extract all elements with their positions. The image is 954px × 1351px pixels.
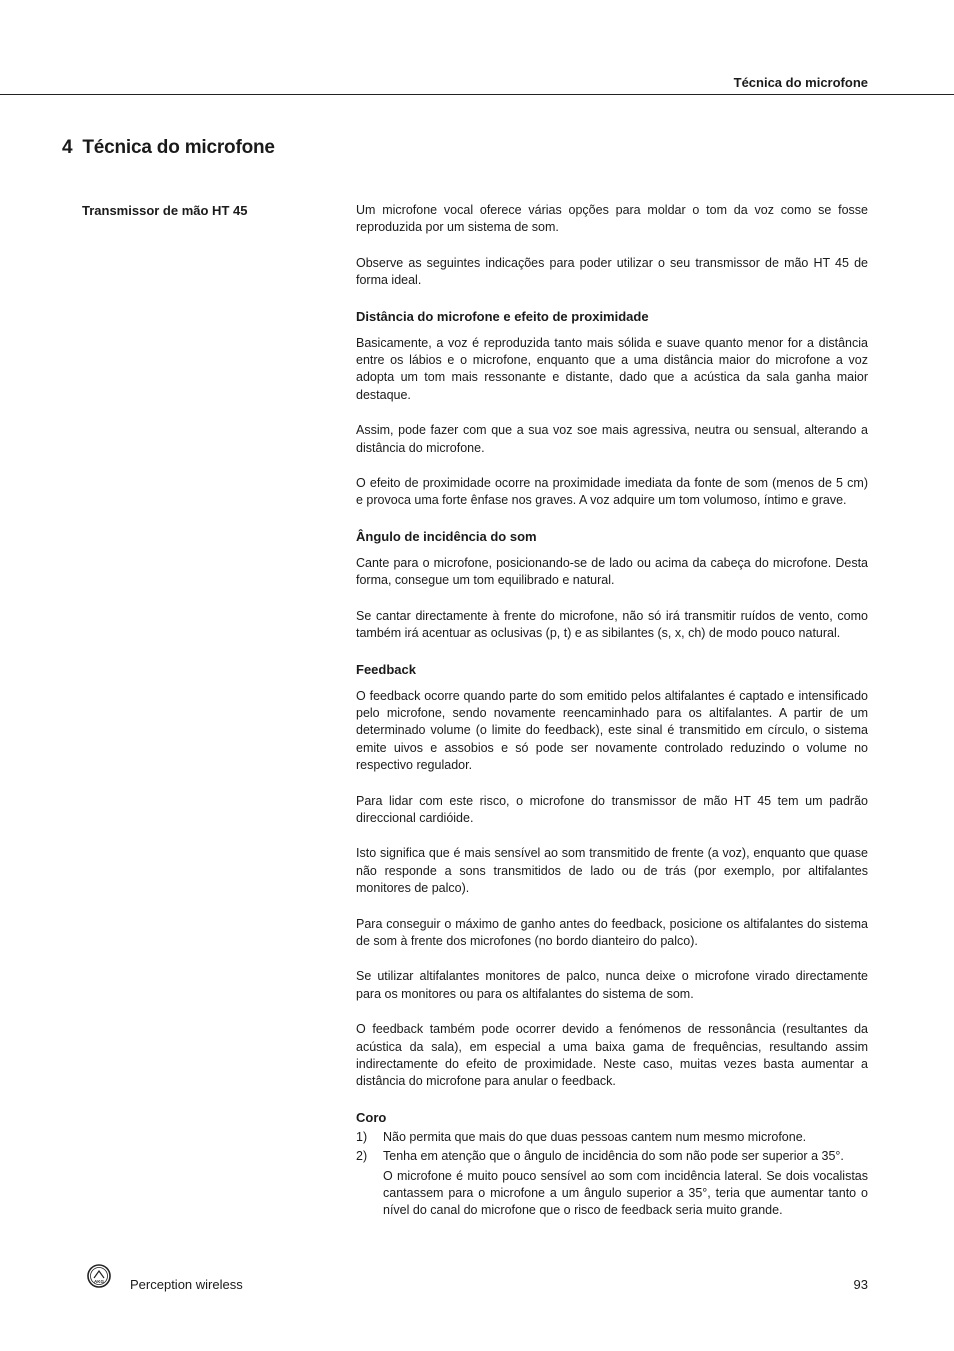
section-heading-feedback: Feedback: [356, 661, 416, 677]
paragraph: Se cantar directamente à frente do microfone, não só irá transmitir ruídos de vento, como também irá acentuar as oclusivas (p, t) e as sibilantes (s, x, ch) de modo pouco natural.: [356, 608, 868, 641]
paragraph: Cante para o microfone, posicionando-se de lado ou acima da cabeça do microfone. Desta forma, consegue um tom equilibrado e natural.: [356, 555, 868, 588]
main-content: [356, 202, 868, 1222]
paragraph: O efeito de proximidade ocorre na proximidade imediata da fonte de som (menos de 5 cm) e provoca uma forte ênfase nos graves. A voz adquire um tom volumoso, íntimo e grave.: [356, 476, 868, 508]
list-item: [356, 1129, 868, 1146]
akg-logo-text: AKG: [94, 1279, 104, 1284]
list-item-number: 1): [356, 1129, 368, 1144]
chapter-heading: [62, 137, 275, 159]
list-item-number: 2): [356, 1149, 368, 1164]
list-item-text: Não permita que mais do que duas pessoas cantem num mesmo microfone.: [383, 1129, 807, 1144]
section-heading-distance: Distância do microfone e efeito de proximidade: [356, 308, 649, 324]
list-item-text: Tenha em atenção que o ângulo de incidência do som não pode ser superior a 35°.: [383, 1149, 844, 1164]
choir-list: [356, 1129, 868, 1220]
list-item: [356, 1148, 868, 1220]
intro-paragraph: Um microfone vocal oferece várias opções para moldar o tom da voz como se fosse reproduzida por um sistema de som.: [356, 203, 868, 235]
footer-product-name: Perception wireless: [130, 1277, 243, 1292]
paragraph: Para conseguir o máximo de ganho antes do feedback, posicione os altifalantes do sistema de som à frente dos microfones (no bordo dianteiro do palco).: [356, 916, 868, 948]
akg-logo-icon: [87, 1264, 111, 1288]
chapter-title: Técnica do microfone: [82, 137, 275, 158]
header-divider: [0, 94, 954, 95]
list-item-continuation: O microfone é muito pouco sensível ao som com incidência lateral. Se dois vocalistas cantassem para o microfone a um ângulo superior a 35°, teria que aumentar tanto o nível do canal do microfone que o risco de feedback seria muito grande.: [383, 1168, 868, 1218]
intro-paragraph: Observe as seguintes indicações para poder utilizar o seu transmissor de mão HT 45 de forma ideal.: [356, 255, 868, 288]
section-heading-angle: Ângulo de incidência do som: [356, 528, 537, 544]
paragraph: Para lidar com este risco, o microfone do transmissor de mão HT 45 tem um padrão direccional cardióide.: [356, 793, 868, 825]
paragraph: O feedback também pode ocorrer devido a fenómenos de ressonância (resultantes da acústica da sala), em especial a uma baixa gama de frequências, resultando assim indirectamente do efeito de proximidade. Neste caso, muitas vezes basta aumentar a distância do microfone para anular o feedback.: [356, 1022, 868, 1089]
page-number: 93: [853, 1277, 868, 1292]
paragraph: O feedback ocorre quando parte do som emitido pelos altifalantes é captado e intensificado pelo microfone, sendo novamente reencaminhado para os altifalantes. A partir de um determinado volume (o limite do feedback), este sinal é transmitido em círculo, o sistema emite uivos e assobios e só pode ser novamente controlado reduzindo o volume no respectivo regulador.: [356, 688, 868, 773]
chapter-number: 4: [62, 137, 73, 158]
section-heading-choir: Coro: [356, 1109, 387, 1125]
paragraph: Se utilizar altifalantes monitores de palco, nunca deixe o microfone virado directamente para os monitores ou para os altifalantes do sistema de som.: [356, 969, 868, 1001]
section-side-label: Transmissor de mão HT 45: [82, 203, 248, 218]
paragraph: Assim, pode fazer com que a sua voz soe mais agressiva, neutra ou sensual, alterando a distância do microfone.: [356, 423, 868, 455]
paragraph: Isto significa que é mais sensível ao som transmitido de frente (a voz), enquanto que quase não responde a sons transmitidos de lado ou de trás (por exemplo, por altifalantes monitores de palco).: [356, 846, 868, 896]
paragraph: Basicamente, a voz é reproduzida tanto mais sólida e suave quanto menor for a distância entre os lábios e o microfone, enquanto que a uma distância maior do microfone a voz adopta um tom mais ressonante e distante, dado que a acústica da sala ganha maior destaque.: [356, 335, 868, 402]
running-header-title: Técnica do microfone: [733, 75, 868, 90]
